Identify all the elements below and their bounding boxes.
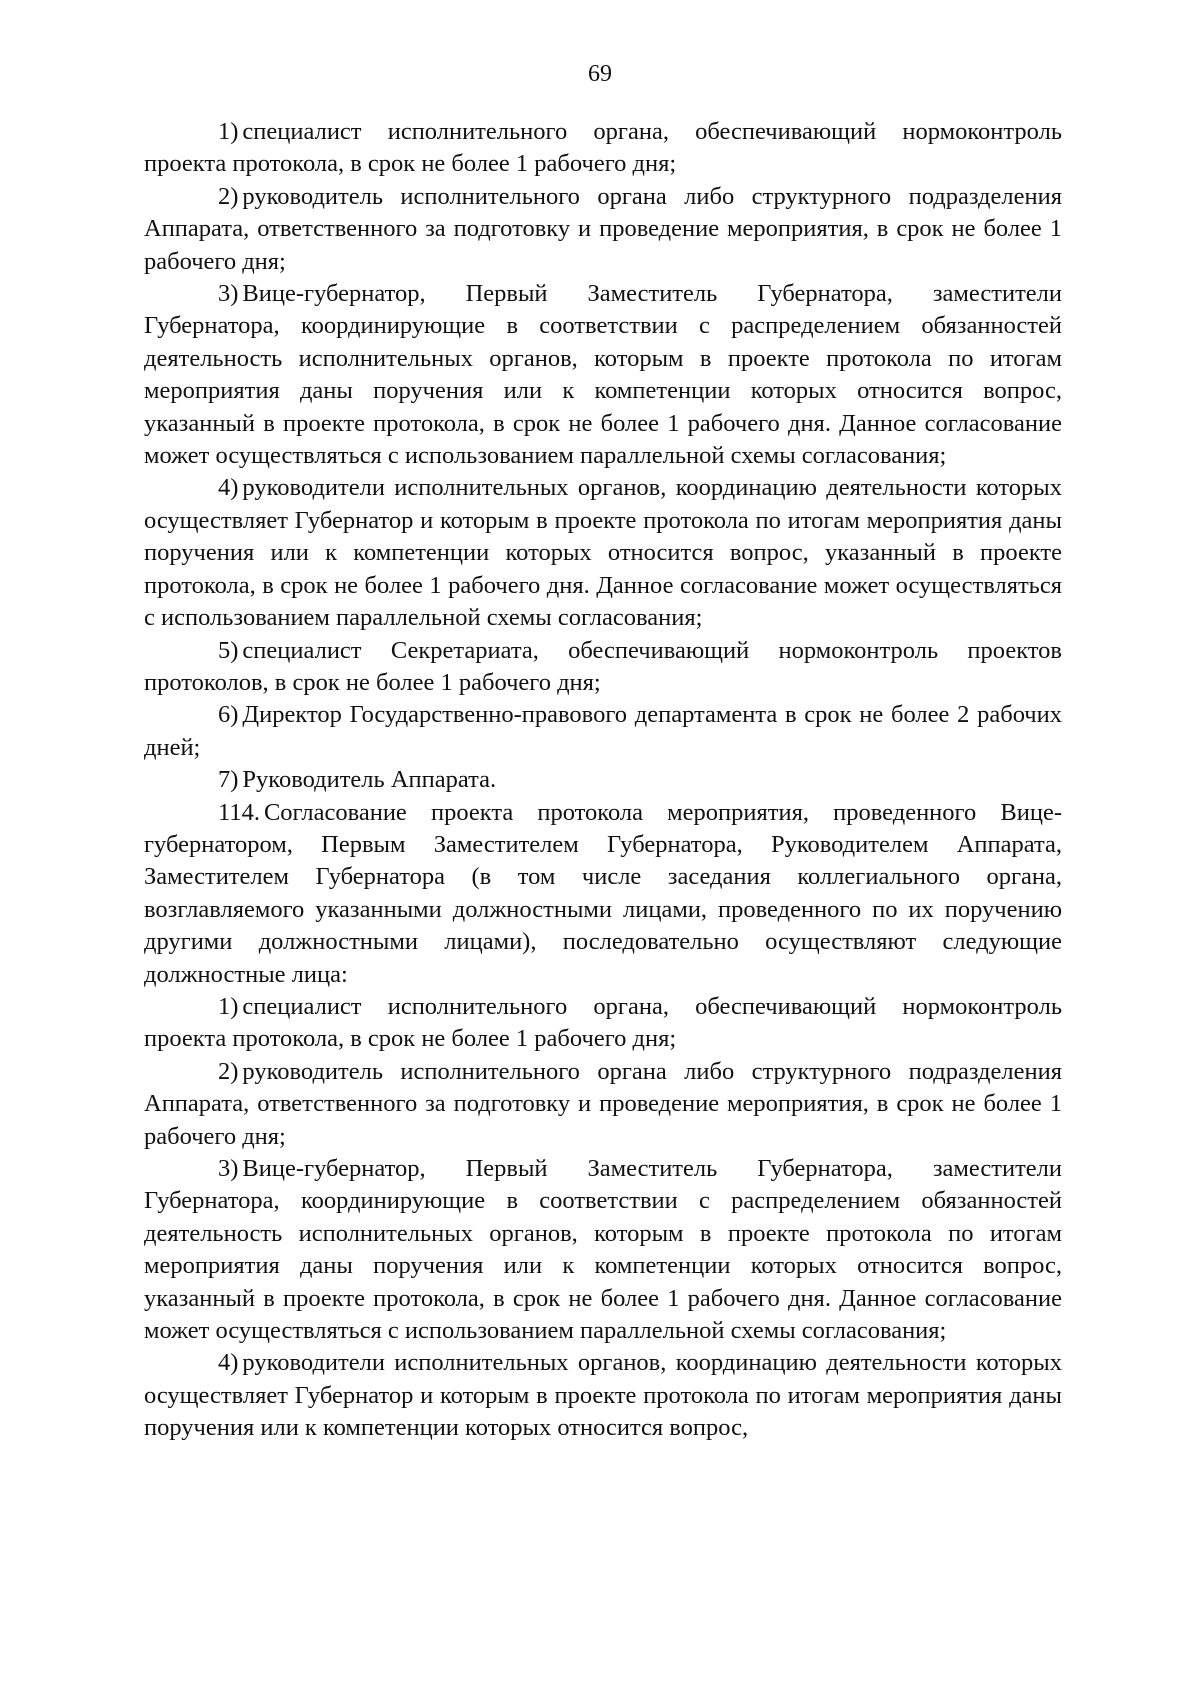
list-item — [144, 1347, 1062, 1444]
item-number: 3) — [218, 280, 239, 308]
item-number: 3) — [218, 1155, 239, 1182]
item-number: 2) — [218, 182, 239, 210]
list-item — [144, 278, 1062, 472]
section-text: Согласование проекта протокола мероприятия, проведенного Вице-губернатором, Первым Заместителем Губернатора, Руководителем Аппарата, Заместителем Губернатора (в том числе заседания коллегиального органа, возглавляемого указанными должностными лицами, проведенного по их поручению другими должностными лицами), последовательно осуществляют следующие должностные лица: — [144, 798, 1062, 988]
list-item — [144, 764, 1062, 796]
list-item — [144, 1153, 1062, 1347]
item-text: руководители исполнительных органов, координацию деятельности которых осуществляет Губернатор и которым в проекте протокола по итогам мероприятия даны поручения или к компетенции которых относится вопрос, указанный в проекте протокола, в срок не более 1 рабочего дня. Данное согласование может осуществляться с использованием параллельной схемы согласования; — [144, 474, 1062, 632]
item-text: руководители исполнительных органов, координацию деятельности которых осуществляет Губернатор и которым в проекте протокола по итогам мероприятия даны поручения или к компетенции которых относится вопрос, — [144, 1349, 1062, 1442]
item-text: руководитель исполнительного органа либо структурного подразделения Аппарата, ответственного за подготовку и проведение мероприятия, в срок не более 1 рабочего дня; — [144, 1057, 1062, 1150]
item-text: специалист исполнительного органа, обеспечивающий нормоконтроль проекта протокола, в срок не более 1 рабочего дня; — [144, 992, 1062, 1053]
list-item — [144, 699, 1062, 764]
section-number: 114. — [218, 798, 260, 826]
item-number: 5) — [218, 636, 239, 664]
list-item — [144, 472, 1062, 634]
section-paragraph-114 — [144, 797, 1062, 991]
item-text: руководитель исполнительного органа либо структурного подразделения Аппарата, ответственного за подготовку и проведение мероприятия, в срок не более 1 рабочего дня; — [144, 182, 1062, 275]
page-number: 69 — [588, 61, 612, 87]
list-item — [144, 635, 1062, 700]
item-number: 7) — [218, 766, 239, 794]
item-text: Вице-губернатор, Первый Заместитель Губернатора, заместители Губернатора, координирующие в соответствии с распределением обязанностей деятельность исполнительных органов, которым в проекте протокола по итогам мероприятия даны поручения или к компетенции которых относится вопрос, указанный в проекте протокола, в срок не более 1 рабочего дня. Данное согласование может осуществляться с использованием параллельной схемы согласования; — [144, 1155, 1062, 1345]
item-text: Руководитель Аппарата. — [242, 766, 497, 794]
list-item — [144, 991, 1062, 1056]
item-text: специалист Секретариата, обеспечивающий нормоконтроль проектов протоколов, в срок не более 1 рабочего дня; — [144, 636, 1062, 696]
list-item — [144, 1056, 1062, 1153]
item-number: 2) — [218, 1057, 239, 1085]
item-number: 4) — [218, 1349, 239, 1377]
item-text: специалист исполнительного органа, обеспечивающий нормоконтроль проекта протокола, в срок не более 1 рабочего дня; — [144, 118, 1062, 178]
item-number: 6) — [218, 701, 239, 729]
item-number: 1) — [218, 118, 239, 145]
item-number: 1) — [218, 992, 239, 1020]
list-item — [144, 181, 1062, 278]
item-text: Директор Государственно-правового департамента в срок не более 2 рабочих дней; — [144, 701, 1062, 761]
item-number: 4) — [218, 474, 239, 502]
item-text: Вице-губернатор, Первый Заместитель Губернатора, заместители Губернатора, координирующие в соответствии с распределением обязанностей деятельность исполнительных органов, которым в проекте протокола по итогам мероприятия даны поручения или к компетенции которых относится вопрос, указанный в проекте протокола, в срок не более 1 рабочего дня. Данное согласование может осуществляться с использованием параллельной схемы согласования; — [144, 280, 1062, 470]
list-item — [144, 116, 1062, 181]
document-body — [144, 116, 1062, 1445]
